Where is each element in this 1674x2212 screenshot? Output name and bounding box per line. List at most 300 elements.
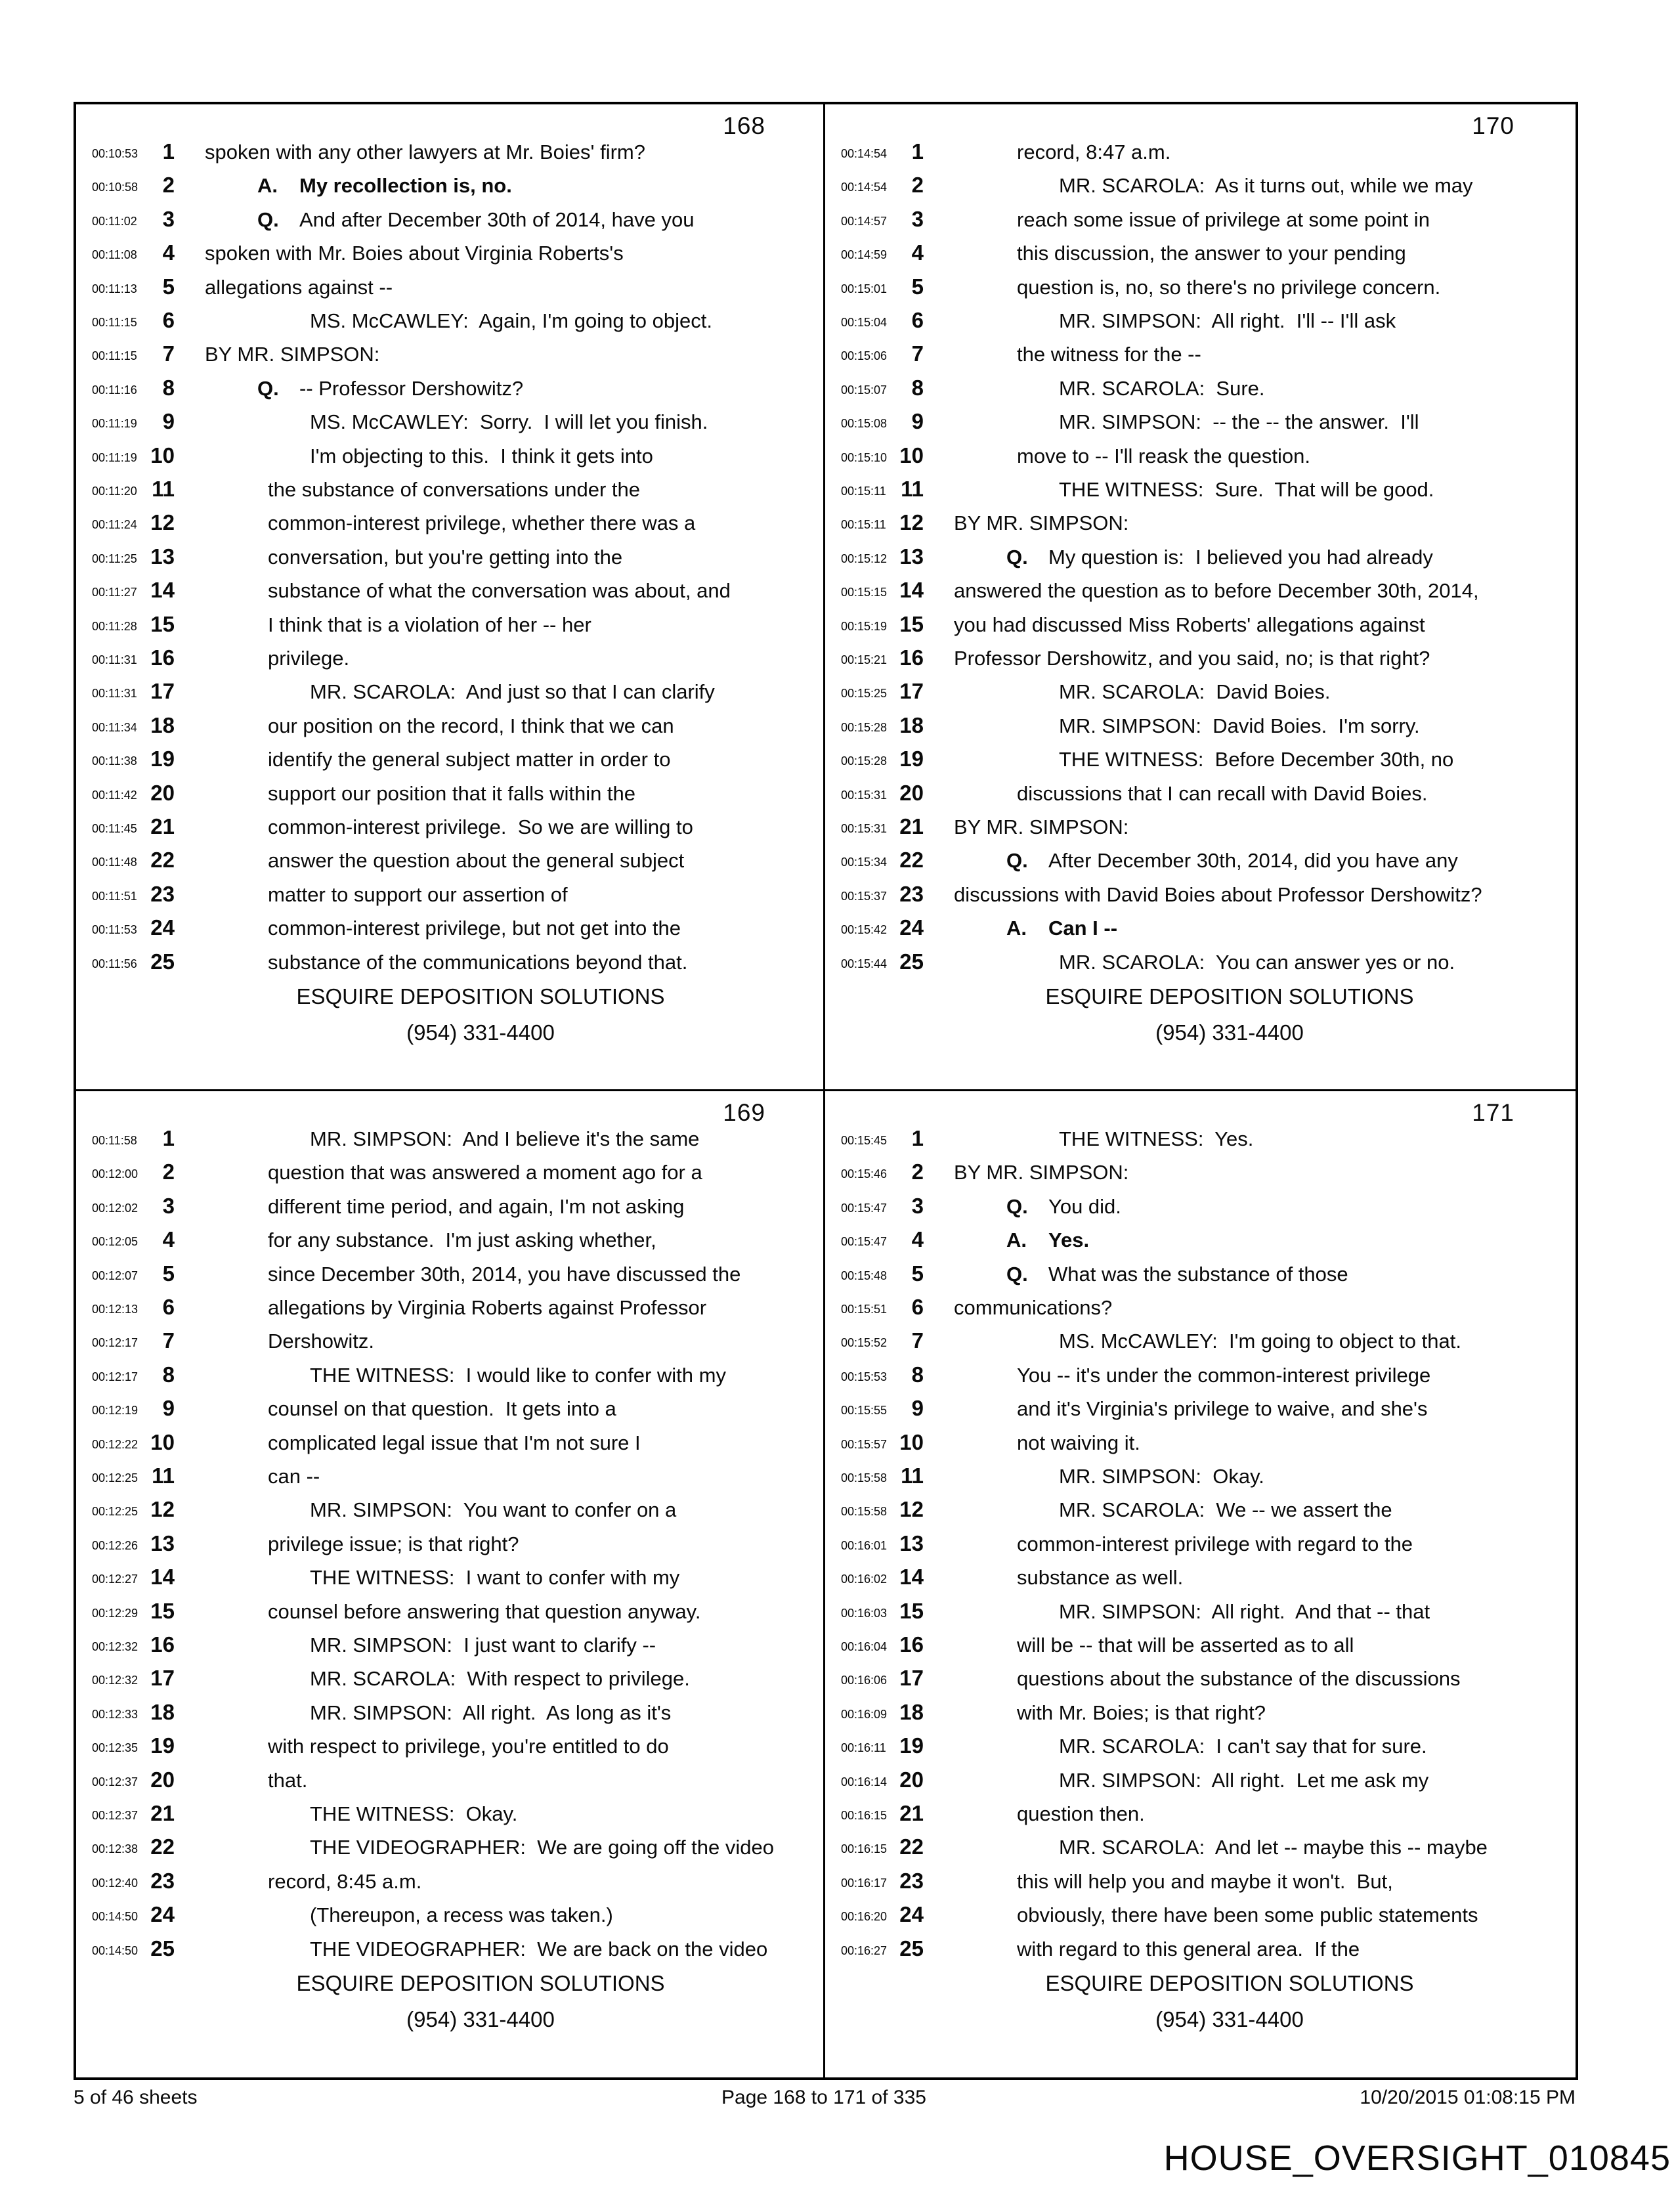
transcript-line bbox=[76, 577, 823, 611]
line-number: 15 bbox=[150, 1598, 175, 1623]
transcript-line bbox=[76, 1733, 823, 1767]
line-text: allegations by Virginia Roberts against Professor bbox=[268, 1296, 707, 1319]
timestamp: 00:11:56 bbox=[92, 957, 137, 970]
vendor-name: ESQUIRE DEPOSITION SOLUTIONS bbox=[296, 984, 665, 1008]
timestamp: 00:15:28 bbox=[841, 720, 888, 734]
line-number: 2 bbox=[162, 1160, 175, 1184]
line-number: 13 bbox=[150, 544, 175, 569]
line-number: 14 bbox=[150, 578, 175, 603]
timestamp: 00:15:55 bbox=[841, 1404, 888, 1418]
qa-marker: Q. bbox=[1006, 849, 1028, 873]
transcript-line bbox=[825, 1226, 1572, 1261]
timestamp: 00:15:52 bbox=[841, 1336, 888, 1350]
transcript-line bbox=[825, 1800, 1572, 1834]
line-text: MR. SCAROLA: Sure. bbox=[1059, 376, 1265, 400]
timestamp: 00:16:15 bbox=[841, 1809, 888, 1822]
line-number: 1 bbox=[162, 139, 175, 163]
line-number: 8 bbox=[911, 375, 924, 400]
timestamp: 00:11:15 bbox=[92, 316, 137, 329]
line-number: 2 bbox=[911, 173, 924, 198]
timestamp: 00:15:53 bbox=[841, 1370, 888, 1383]
transcript-line bbox=[76, 274, 823, 308]
timestamp: 00:15:58 bbox=[841, 1505, 888, 1519]
line-number: 5 bbox=[911, 1261, 924, 1286]
timestamp: 00:12:25 bbox=[92, 1505, 139, 1519]
timestamp: 00:12:27 bbox=[92, 1572, 139, 1586]
transcript-line bbox=[825, 611, 1572, 645]
timestamp: 00:15:34 bbox=[841, 856, 888, 869]
line-text: Professor Dershowitz, and you said, no; is that right? bbox=[954, 647, 1430, 670]
timestamp: 00:15:01 bbox=[841, 282, 888, 295]
line-text: My question is: I believed you had already bbox=[1048, 545, 1433, 569]
line-number: 20 bbox=[899, 1767, 924, 1792]
transcript-line bbox=[825, 712, 1572, 747]
page-168 bbox=[76, 104, 823, 1089]
line-number: 22 bbox=[899, 1834, 924, 1859]
line-number: 13 bbox=[899, 1530, 924, 1555]
line-text: counsel on that question. It gets into a bbox=[268, 1397, 616, 1421]
timestamp: 00:12:35 bbox=[92, 1741, 139, 1755]
transcript-line bbox=[825, 1699, 1572, 1733]
line-number: 16 bbox=[150, 1632, 175, 1657]
line-text: our position on the record, I think that we can bbox=[268, 714, 674, 737]
transcript-line bbox=[825, 1733, 1572, 1767]
line-number: 19 bbox=[150, 1733, 175, 1758]
transcript-line bbox=[825, 1159, 1572, 1193]
line-text: MR. SCAROLA: You can answer yes or no. bbox=[1059, 950, 1455, 974]
transcript-line bbox=[825, 274, 1572, 308]
line-number: 16 bbox=[150, 645, 175, 670]
line-number: 25 bbox=[899, 949, 924, 974]
transcript-line bbox=[76, 408, 823, 443]
timestamp: 00:12:05 bbox=[92, 1235, 139, 1249]
line-number: 13 bbox=[150, 1530, 175, 1555]
line-text: reach some issue of privilege at some point in bbox=[1017, 207, 1430, 231]
line-text: record, 8:47 a.m. bbox=[1017, 141, 1171, 163]
timestamp: 00:16:01 bbox=[841, 1538, 888, 1552]
transcript-line bbox=[825, 1395, 1572, 1429]
timestamp: 00:15:08 bbox=[841, 417, 888, 431]
line-number: 4 bbox=[911, 1227, 924, 1252]
timestamp: 00:15:19 bbox=[841, 619, 888, 633]
transcript-line bbox=[76, 240, 823, 274]
timestamp: 00:11:58 bbox=[92, 1134, 137, 1147]
line-number: 19 bbox=[150, 747, 175, 771]
timestamp: 00:16:09 bbox=[841, 1707, 888, 1721]
line-number: 2 bbox=[162, 173, 175, 198]
transcript-line bbox=[825, 1530, 1572, 1565]
line-text: allegations against -- bbox=[205, 275, 393, 299]
line-text: and it's Virginia's privilege to waive, and she's bbox=[1017, 1397, 1428, 1421]
timestamp: 00:15:11 bbox=[841, 518, 886, 532]
page-number: 171 bbox=[1472, 1099, 1514, 1126]
line-text: After December 30th, 2014, did you have any bbox=[1048, 849, 1458, 873]
footer-sheet-count: 5 of 46 sheets bbox=[74, 2087, 198, 2108]
timestamp: 00:11:02 bbox=[92, 214, 137, 228]
line-number: 15 bbox=[899, 611, 924, 636]
timestamp: 00:12:32 bbox=[92, 1674, 139, 1687]
timestamp: 00:16:02 bbox=[841, 1572, 888, 1586]
line-number: 17 bbox=[150, 679, 175, 704]
transcript-line bbox=[76, 1530, 823, 1565]
timestamp: 00:11:51 bbox=[92, 889, 137, 903]
line-number: 19 bbox=[899, 1733, 924, 1758]
transcript-line bbox=[76, 1328, 823, 1362]
line-text: with regard to this general area. If the bbox=[1017, 1937, 1360, 1961]
page-170 bbox=[825, 104, 1572, 1089]
line-number: 10 bbox=[899, 443, 924, 467]
transcript-line bbox=[825, 307, 1572, 341]
line-text: that. bbox=[268, 1768, 308, 1792]
line-text: MR. SIMPSON: All right. And that -- that bbox=[1059, 1599, 1430, 1623]
transcript-line bbox=[825, 1261, 1572, 1295]
timestamp: 00:15:47 bbox=[841, 1201, 888, 1215]
line-number: 7 bbox=[911, 341, 924, 366]
timestamp: 00:15:07 bbox=[841, 383, 888, 397]
timestamp: 00:11:31 bbox=[92, 687, 137, 701]
line-text: spoken with Mr. Boies about Virginia Roberts's bbox=[205, 242, 624, 265]
line-text: substance of the communications beyond that. bbox=[268, 950, 688, 974]
transcript-line bbox=[76, 1901, 823, 1936]
timestamp: 00:12:22 bbox=[92, 1437, 139, 1451]
line-text: MR. SIMPSON: All right. Let me ask my bbox=[1059, 1768, 1429, 1792]
line-number: 24 bbox=[150, 1902, 175, 1927]
timestamp: 00:15:37 bbox=[841, 889, 888, 903]
transcript-line bbox=[76, 949, 823, 983]
transcript-line bbox=[76, 780, 823, 814]
timestamp: 00:16:14 bbox=[841, 1775, 888, 1789]
line-number: 5 bbox=[911, 274, 924, 299]
timestamp: 00:16:04 bbox=[841, 1640, 888, 1653]
line-number: 8 bbox=[162, 375, 175, 400]
timestamp: 00:14:54 bbox=[841, 147, 888, 160]
timestamp: 00:12:29 bbox=[92, 1606, 139, 1620]
transcript-line bbox=[76, 712, 823, 747]
line-text: What was the substance of those bbox=[1048, 1262, 1348, 1286]
transcript-line bbox=[76, 1395, 823, 1429]
transcript-line bbox=[825, 1564, 1572, 1598]
transcript-line bbox=[76, 1936, 823, 1970]
line-text: question is, no, so there's no privilege concern. bbox=[1017, 275, 1441, 299]
transcript-line bbox=[825, 1328, 1572, 1362]
line-number: 3 bbox=[911, 206, 924, 231]
timestamp: 00:11:34 bbox=[92, 720, 137, 734]
vendor-name: ESQUIRE DEPOSITION SOLUTIONS bbox=[1045, 1971, 1414, 1995]
line-text: question that was answered a moment ago for a bbox=[268, 1161, 702, 1184]
timestamp: 00:11:08 bbox=[92, 248, 137, 262]
line-text: will be -- that will be asserted as to all bbox=[1017, 1634, 1354, 1657]
line-number: 23 bbox=[150, 881, 175, 906]
transcript-line bbox=[825, 1496, 1572, 1530]
transcript-line bbox=[825, 1125, 1572, 1160]
line-text: THE WITNESS: Okay. bbox=[310, 1802, 518, 1825]
line-number: 21 bbox=[899, 1801, 924, 1825]
line-number: 7 bbox=[162, 1328, 175, 1353]
bates-stamp: HOUSE_OVERSIGHT_010845 bbox=[1163, 2138, 1671, 2178]
qa-marker: Q. bbox=[1006, 1194, 1028, 1218]
line-number: 6 bbox=[162, 1295, 175, 1319]
transcript-line bbox=[76, 1834, 823, 1868]
line-text: the witness for the -- bbox=[1017, 343, 1201, 366]
line-text: BY MR. SIMPSON: bbox=[205, 343, 380, 366]
line-text: privilege. bbox=[268, 647, 350, 670]
transcript-line bbox=[825, 1901, 1572, 1936]
line-text: MS. McCAWLEY: Again, I'm going to object. bbox=[310, 309, 712, 332]
timestamp: 00:11:19 bbox=[92, 450, 137, 464]
timestamp: 00:11:24 bbox=[92, 518, 137, 532]
transcript-line bbox=[76, 1564, 823, 1598]
transcript-line bbox=[76, 1261, 823, 1295]
transcript-line bbox=[76, 847, 823, 881]
transcript-line bbox=[825, 1598, 1572, 1632]
vendor-name: ESQUIRE DEPOSITION SOLUTIONS bbox=[1045, 984, 1414, 1008]
timestamp: 00:12:37 bbox=[92, 1775, 139, 1789]
transcript-line bbox=[825, 1632, 1572, 1666]
line-number: 4 bbox=[162, 240, 175, 265]
timestamp: 00:12:00 bbox=[92, 1167, 139, 1181]
transcript-line bbox=[825, 1463, 1572, 1497]
transcript-line bbox=[76, 1463, 823, 1497]
line-number: 17 bbox=[150, 1666, 175, 1691]
timestamp: 00:15:11 bbox=[841, 485, 886, 498]
page-number: 170 bbox=[1472, 112, 1514, 139]
line-number: 12 bbox=[150, 510, 175, 535]
line-text: MR. SIMPSON: I just want to clarify -- bbox=[310, 1634, 656, 1657]
transcript-line bbox=[76, 813, 823, 848]
transcript-line bbox=[825, 1362, 1572, 1396]
timestamp: 00:15:31 bbox=[841, 788, 888, 802]
timestamp: 00:14:50 bbox=[92, 1943, 139, 1957]
line-text: communications? bbox=[954, 1296, 1113, 1319]
transcript-line bbox=[825, 375, 1572, 409]
qa-marker: Q. bbox=[257, 376, 279, 400]
transcript-lines bbox=[825, 139, 1572, 992]
timestamp: 00:15:46 bbox=[841, 1167, 888, 1181]
qa-marker: Q. bbox=[1006, 1262, 1028, 1286]
transcript-line bbox=[76, 206, 823, 240]
line-number: 18 bbox=[150, 1699, 175, 1724]
line-number: 1 bbox=[162, 1126, 175, 1150]
line-number: 3 bbox=[911, 1193, 924, 1218]
line-text: And after December 30th of 2014, have you bbox=[299, 207, 695, 231]
timestamp: 00:16:11 bbox=[841, 1741, 886, 1755]
line-number: 20 bbox=[899, 780, 924, 805]
page-171 bbox=[825, 1091, 1572, 2076]
timestamp: 00:11:16 bbox=[92, 383, 137, 397]
line-text: support our position that it falls within the bbox=[268, 781, 636, 805]
line-number: 25 bbox=[150, 949, 175, 974]
timestamp: 00:15:57 bbox=[841, 1437, 888, 1451]
line-text: MR. SIMPSON: You want to confer on a bbox=[310, 1498, 677, 1522]
transcript-line bbox=[76, 139, 823, 173]
line-text: BY MR. SIMPSON: bbox=[954, 1161, 1129, 1184]
line-text: Dershowitz. bbox=[268, 1330, 374, 1353]
line-text: MS. McCAWLEY: Sorry. I will let you finish. bbox=[310, 410, 708, 434]
line-text: (Thereupon, a recess was taken.) bbox=[310, 1903, 613, 1927]
line-text: with Mr. Boies; is that right? bbox=[1017, 1701, 1266, 1724]
transcript-line bbox=[76, 678, 823, 712]
transcript-line bbox=[76, 881, 823, 915]
vendor-name: ESQUIRE DEPOSITION SOLUTIONS bbox=[296, 1971, 665, 1995]
line-text: Can I -- bbox=[1048, 917, 1118, 940]
transcript-line bbox=[76, 1598, 823, 1632]
timestamp: 00:12:37 bbox=[92, 1809, 139, 1822]
line-text: MR. SIMPSON: All right. As long as it's bbox=[310, 1701, 672, 1724]
line-number: 9 bbox=[911, 1396, 924, 1421]
line-number: 21 bbox=[150, 814, 175, 838]
line-number: 3 bbox=[162, 1193, 175, 1218]
line-text: THE VIDEOGRAPHER: We are going off the video bbox=[310, 1836, 774, 1859]
line-number: 23 bbox=[899, 881, 924, 906]
transcript-line bbox=[825, 476, 1572, 510]
timestamp: 00:11:27 bbox=[92, 586, 137, 599]
line-text: MR. SCAROLA: I can't say that for sure. bbox=[1059, 1735, 1427, 1758]
timestamp: 00:15:25 bbox=[841, 687, 888, 701]
timestamp: 00:15:48 bbox=[841, 1269, 888, 1282]
transcript-line bbox=[76, 172, 823, 206]
line-number: 17 bbox=[899, 679, 924, 704]
line-number: 21 bbox=[899, 814, 924, 838]
line-text: BY MR. SIMPSON: bbox=[954, 511, 1129, 535]
transcript-line bbox=[825, 915, 1572, 949]
line-number: 8 bbox=[911, 1362, 924, 1387]
line-text: I'm objecting to this. I think it gets into bbox=[310, 444, 653, 467]
timestamp: 00:10:53 bbox=[92, 147, 139, 160]
timestamp: 00:15:45 bbox=[841, 1134, 888, 1147]
line-number: 24 bbox=[899, 1902, 924, 1927]
line-number: 17 bbox=[899, 1666, 924, 1691]
timestamp: 00:15:58 bbox=[841, 1471, 888, 1485]
line-text: move to -- I'll reask the question. bbox=[1017, 444, 1311, 467]
timestamp: 00:16:15 bbox=[841, 1842, 888, 1856]
line-text: spoken with any other lawyers at Mr. Boies' firm? bbox=[205, 141, 645, 163]
line-text: matter to support our assertion of bbox=[268, 882, 568, 906]
timestamp: 00:15:44 bbox=[841, 957, 888, 970]
line-number: 7 bbox=[162, 341, 175, 366]
transcript-line bbox=[76, 1429, 823, 1464]
line-text: privilege issue; is that right? bbox=[268, 1532, 519, 1555]
line-number: 4 bbox=[911, 240, 924, 265]
timestamp: 00:11:15 bbox=[92, 349, 137, 363]
transcript-line bbox=[76, 476, 823, 510]
vendor-phone: (954) 331-4400 bbox=[1155, 2007, 1304, 2031]
timestamp: 00:15:42 bbox=[841, 923, 888, 937]
transcript-line bbox=[825, 813, 1572, 848]
line-text: THE WITNESS: I would like to confer with my bbox=[310, 1363, 726, 1387]
line-text: counsel before answering that question anyway. bbox=[268, 1599, 701, 1623]
transcript-line bbox=[76, 307, 823, 341]
transcript-line bbox=[76, 1159, 823, 1193]
line-number: 22 bbox=[150, 1834, 175, 1859]
line-number: 20 bbox=[150, 780, 175, 805]
line-number: 18 bbox=[899, 1699, 924, 1724]
line-number: 6 bbox=[911, 1295, 924, 1319]
line-text: this will help you and maybe it won't. But, bbox=[1017, 1869, 1393, 1893]
transcript-line bbox=[825, 443, 1572, 477]
line-text: You did. bbox=[1048, 1194, 1121, 1218]
transcript-line bbox=[825, 1429, 1572, 1464]
transcript-line bbox=[825, 1936, 1572, 1970]
transcript-line bbox=[76, 746, 823, 780]
line-text: BY MR. SIMPSON: bbox=[954, 815, 1129, 838]
transcript-line bbox=[76, 1868, 823, 1902]
timestamp: 00:12:17 bbox=[92, 1370, 139, 1383]
timestamp: 00:14:54 bbox=[841, 181, 888, 194]
qa-marker: A. bbox=[1006, 1228, 1027, 1252]
line-number: 14 bbox=[899, 1565, 924, 1590]
timestamp: 00:11:53 bbox=[92, 923, 137, 937]
line-number: 15 bbox=[150, 611, 175, 636]
transcript-line bbox=[76, 1226, 823, 1261]
line-text: answer the question about the general subject bbox=[268, 849, 685, 873]
line-number: 4 bbox=[162, 1227, 175, 1252]
line-text: MR. SIMPSON: And I believe it's the same bbox=[310, 1127, 700, 1150]
line-number: 21 bbox=[150, 1801, 175, 1825]
line-text: Yes. bbox=[1048, 1228, 1090, 1252]
timestamp: 00:12:13 bbox=[92, 1303, 139, 1316]
line-number: 25 bbox=[150, 1936, 175, 1961]
timestamp: 00:11:13 bbox=[92, 282, 137, 295]
transcript-line bbox=[76, 1665, 823, 1699]
transcript-line bbox=[825, 1294, 1572, 1328]
timestamp: 00:11:28 bbox=[92, 619, 137, 633]
line-number: 12 bbox=[899, 510, 924, 535]
timestamp: 00:14:50 bbox=[92, 1910, 139, 1924]
line-number: 8 bbox=[162, 1362, 175, 1387]
transcript-line bbox=[825, 949, 1572, 983]
line-number: 12 bbox=[899, 1497, 924, 1522]
line-number: 1 bbox=[911, 1126, 924, 1150]
line-text: THE WITNESS: Yes. bbox=[1059, 1127, 1254, 1150]
line-text: MR. SIMPSON: Okay. bbox=[1059, 1465, 1264, 1488]
line-number: 18 bbox=[899, 712, 924, 737]
line-text: MR. SCAROLA: And let -- maybe this -- maybe bbox=[1059, 1836, 1488, 1859]
transcript-line bbox=[825, 678, 1572, 712]
line-text: discussions that I can recall with David Boies. bbox=[1017, 781, 1428, 805]
transcript-line bbox=[825, 172, 1572, 206]
transcript-line bbox=[76, 1193, 823, 1227]
timestamp: 00:12:07 bbox=[92, 1269, 139, 1282]
timestamp: 00:12:40 bbox=[92, 1876, 139, 1890]
transcript-line bbox=[825, 240, 1572, 274]
timestamp: 00:15:47 bbox=[841, 1235, 888, 1249]
transcript-line bbox=[825, 544, 1572, 578]
line-text: I think that is a violation of her -- her bbox=[268, 613, 591, 636]
line-number: 9 bbox=[911, 409, 924, 434]
line-text: common-interest privilege, whether there was a bbox=[268, 511, 696, 535]
line-number: 22 bbox=[899, 848, 924, 873]
line-number: 24 bbox=[899, 915, 924, 940]
transcript-line bbox=[825, 881, 1572, 915]
qa-marker: Q. bbox=[257, 207, 279, 231]
timestamp: 00:15:10 bbox=[841, 450, 888, 464]
transcript-line bbox=[76, 1699, 823, 1733]
line-number: 3 bbox=[162, 206, 175, 231]
page-number: 168 bbox=[723, 112, 765, 139]
vendor-phone: (954) 331-4400 bbox=[406, 1020, 555, 1045]
timestamp: 00:11:45 bbox=[92, 822, 137, 835]
line-text: question then. bbox=[1017, 1802, 1145, 1825]
transcript-line bbox=[76, 1800, 823, 1834]
timestamp: 00:11:31 bbox=[92, 653, 137, 666]
transcript-grid bbox=[74, 102, 1578, 2080]
line-text: MR. SCAROLA: And just so that I can clarify bbox=[310, 680, 715, 704]
line-number: 1 bbox=[911, 139, 924, 163]
timestamp: 00:11:48 bbox=[92, 856, 137, 869]
line-number: 16 bbox=[899, 1632, 924, 1657]
timestamp: 00:14:59 bbox=[841, 248, 888, 262]
timestamp: 00:14:57 bbox=[841, 214, 888, 228]
